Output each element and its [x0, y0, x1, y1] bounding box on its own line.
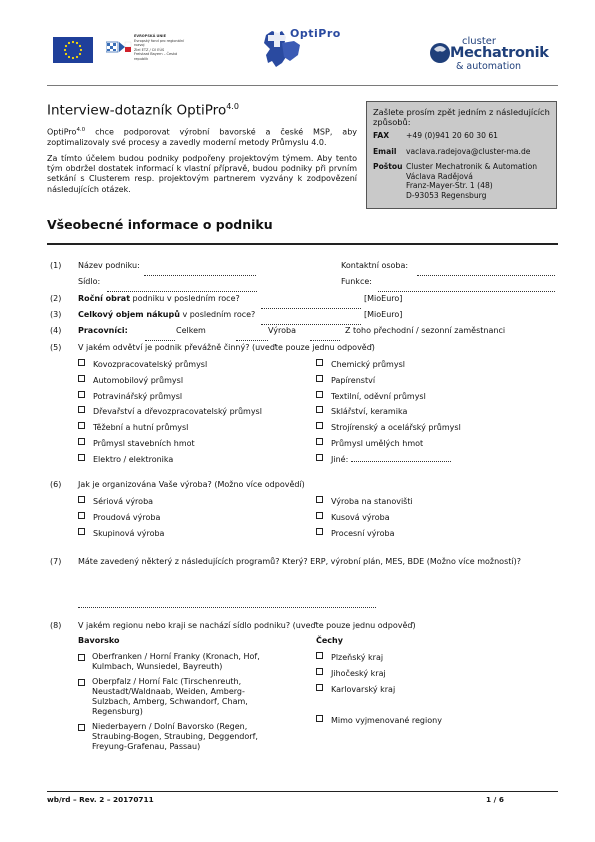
q3-unit: [MioEuro]: [364, 310, 403, 319]
q7-number: (7): [50, 557, 62, 566]
q2-unit: [MioEuro]: [364, 294, 403, 303]
seat-field[interactable]: [107, 284, 257, 292]
programs-field[interactable]: [78, 600, 376, 608]
region-option[interactable]: [316, 668, 386, 679]
industry-option[interactable]: [316, 391, 426, 402]
option-label: Oberpfalz / Horní Falc (Tirschenreuth,: [92, 677, 242, 686]
company-name-field[interactable]: [144, 268, 256, 276]
q2-bold: Roční obrat: [78, 294, 131, 303]
checkbox[interactable]: [78, 512, 85, 519]
production-label: Výroba: [268, 326, 296, 335]
employees-temporary-field[interactable]: [310, 333, 340, 341]
footer-divider: [47, 791, 558, 792]
checkbox[interactable]: [78, 375, 85, 382]
fax-label: FAX: [373, 131, 390, 140]
option-label: Niederbayern / Dolní Bavorsko (Regen,: [92, 722, 248, 731]
checkbox[interactable]: [78, 406, 85, 413]
option-label: Těžební a hutní průmysl: [93, 423, 189, 432]
option-label: Průmysl stavebních hmot: [93, 439, 195, 448]
q3-rest: v posledním roce?: [179, 310, 256, 319]
logo-text-line: Evropský fond pro regionální rozvoj: [134, 38, 185, 48]
logo-text-line: EVROPSKÁ UNIE: [134, 34, 166, 38]
checkbox[interactable]: [78, 422, 85, 429]
option-label: Jihočeský kraj: [331, 669, 386, 678]
industry-option[interactable]: [316, 359, 405, 370]
option-label: Plzeňský kraj: [331, 653, 384, 662]
company-name-label: Název podniku:: [78, 261, 140, 270]
option-label: Mimo vyjmenované regiony: [331, 716, 442, 725]
option-label: Kulmbach, Wunsiedel, Bayreuth): [92, 662, 223, 671]
cluster-mechatronik-logo: [429, 36, 549, 76]
q6-question: Jak je organizována Vaše výroba? (Možno více odpovědí): [78, 480, 305, 489]
production-option[interactable]: [316, 528, 394, 539]
intro-brand-sup: 4.0: [76, 127, 86, 133]
region-option[interactable]: [78, 652, 260, 672]
checkbox[interactable]: [316, 375, 323, 382]
optipro-wordmark: OptiPro: [290, 27, 341, 40]
checkbox[interactable]: [316, 438, 323, 445]
address-line: D-93053 Regensburg: [406, 190, 487, 200]
option-label: Dřevařství a dřevozpracovatelský průmysl: [93, 407, 262, 416]
option-label: Straubing-Bogen, Straubing, Deggendorf,: [92, 732, 258, 741]
email-label: Email: [373, 146, 397, 156]
q5-number: (5): [50, 343, 62, 352]
checkbox[interactable]: [78, 528, 85, 535]
contact-intro: Zašlete prosím zpět jedním z následujících způsobů:: [373, 107, 550, 127]
checkbox[interactable]: [78, 454, 85, 461]
q1-number: (1): [50, 261, 62, 270]
bohemia-heading: Čechy: [316, 636, 343, 645]
checkbox[interactable]: [316, 715, 323, 722]
q6-number: (6): [50, 480, 62, 489]
checkbox[interactable]: [316, 512, 323, 519]
option-label: Papírenství: [331, 376, 376, 385]
intro-text-1: chce podporovat výrobní bavorské a české MSP, aby zoptimalizovaly své procesy a zavedly moderní metody Průmyslu 4.0.: [47, 127, 357, 147]
option-label: Kusová výroba: [331, 513, 390, 522]
checkbox[interactable]: [316, 422, 323, 429]
checkbox[interactable]: [316, 496, 323, 503]
checkbox[interactable]: [78, 679, 85, 686]
option-label: Potravinářský průmysl: [93, 392, 183, 401]
industry-option[interactable]: [78, 359, 207, 370]
logo-mechatronik-text: Mechatronik: [450, 45, 549, 61]
region-option[interactable]: [78, 722, 258, 752]
annual-turnover-field[interactable]: [261, 301, 361, 309]
title-sup: 4.0: [226, 102, 239, 111]
intro-text: [47, 125, 357, 201]
industry-option[interactable]: [78, 422, 188, 433]
industry-option[interactable]: [78, 406, 262, 417]
checkbox[interactable]: [316, 359, 323, 366]
industry-option[interactable]: [316, 375, 375, 386]
intro-paragraph-1: [47, 125, 357, 148]
q5-question: V jakém odvětví je podnik převážně činný? (uveďte pouze jednu odpověď): [78, 343, 375, 352]
purchase-volume-field[interactable]: [261, 317, 361, 325]
q8-question: V jakém regionu nebo kraji se nachází sídlo podniku? (uveďte pouze jednu odpověď): [78, 621, 416, 630]
intro-paragraph-2: Za tímto účelem budou podniky podpořeny projektovým týmem. Aby tento tým obdržel dostatek informací k vlastní přípravě, budou podniky při prvním setkání s Clusterem resp. projektovým partnerem vyzvány k zodpovězení následujících otázek.: [47, 154, 357, 194]
logo-text-line: Freistaat Bayern – Česká republik: [134, 52, 178, 61]
contact-box: [366, 101, 557, 209]
checkbox[interactable]: [316, 406, 323, 413]
option-label: Procesní výroba: [331, 529, 395, 538]
employees-production-field[interactable]: [236, 333, 268, 341]
address-line: Franz-Mayer-Str. 1 (48): [406, 181, 493, 191]
region-option[interactable]: [78, 677, 248, 717]
email-value[interactable]: vaclava.radejova@cluster-ma.de: [406, 146, 531, 156]
option-label: Textilní, oděvní průmysl: [331, 392, 426, 401]
optipro-logo: [262, 27, 352, 71]
option-label: Elektro / elektronika: [93, 455, 174, 464]
option-label: Freyung-Grafenau, Passau): [92, 742, 201, 751]
function-field[interactable]: [378, 284, 555, 292]
industry-option[interactable]: [78, 391, 182, 402]
employees-total-field[interactable]: [145, 333, 175, 341]
q2-number: (2): [50, 294, 62, 303]
option-label: Sulzbach, Amberg, Schwandorf, Cham,: [92, 697, 248, 706]
interreg-logo: [106, 34, 186, 64]
page-title: [47, 102, 239, 119]
total-label: Celkem: [176, 326, 206, 335]
checkbox[interactable]: [316, 652, 323, 659]
region-option[interactable]: [316, 652, 383, 663]
section-divider: [47, 243, 558, 245]
checkbox[interactable]: [78, 654, 85, 661]
option-label: Strojírenský a ocelářský průmysl: [331, 423, 461, 432]
checkbox[interactable]: [78, 391, 85, 398]
option-label: Výroba na stanovišti: [331, 497, 413, 506]
industry-option[interactable]: [316, 438, 423, 449]
checkbox[interactable]: [316, 454, 323, 461]
header-divider: [47, 85, 558, 86]
industry-option[interactable]: [78, 375, 183, 386]
industry-option[interactable]: [78, 438, 195, 449]
industry-option[interactable]: [316, 406, 407, 417]
logo-automation-text: & automation: [456, 61, 522, 72]
option-label: Kovozpracovatelský průmysl: [93, 360, 208, 369]
production-option[interactable]: [78, 512, 160, 523]
bavaria-heading: Bavorsko: [78, 636, 120, 645]
contact-person-field[interactable]: [417, 268, 555, 276]
logo-text-line: Ziel ETZ / Cíl EÚS: [134, 47, 165, 52]
eu-flag-logo: [53, 37, 93, 63]
contact-person-label: Kontaktní osoba:: [341, 261, 409, 270]
option-label: Proudová výroba: [93, 513, 161, 522]
section-title: Všeobecné informace o podniku: [47, 217, 273, 232]
q7-question: Máte zavedený některý z následujících programů? Který? ERP, výrobní plán, MES, BDE (Možno více možností)?: [78, 557, 521, 566]
production-option[interactable]: [316, 512, 390, 523]
region-option-other[interactable]: [316, 715, 442, 726]
post-label: Poštou: [373, 162, 403, 172]
option-label: Automobilový průmysl: [93, 376, 184, 385]
option-label: Karlovarský kraj: [331, 685, 396, 694]
option-label: Sklářství, keramika: [331, 407, 408, 416]
industry-option[interactable]: [78, 454, 173, 465]
title-text: Interview-dotazník OptiPro: [47, 102, 227, 119]
option-label: Jiné:: [331, 455, 349, 464]
region-option[interactable]: [316, 684, 395, 695]
q8-number: (8): [50, 621, 62, 630]
q3-bold: Celkový objem nákupů: [78, 310, 180, 319]
checkbox[interactable]: [316, 528, 323, 535]
temporary-label: Z toho přechodní / sezonní zaměstnanci: [345, 326, 506, 335]
production-option[interactable]: [78, 496, 153, 507]
option-label: Chemický průmysl: [331, 360, 405, 369]
production-option[interactable]: [316, 496, 413, 507]
q3-number: (3): [50, 310, 62, 319]
post-address: [406, 162, 537, 200]
checkbox[interactable]: [316, 684, 323, 691]
q2-rest: podniku v posledním roce?: [130, 294, 240, 303]
production-option[interactable]: [78, 528, 164, 539]
industry-option[interactable]: [316, 422, 461, 433]
footer-revision: wb/rd – Rev. 2 – 20170711: [47, 795, 154, 804]
q4-label: Pracovníci:: [78, 326, 128, 335]
logo-cluster-text: cluster: [462, 36, 497, 47]
seat-label: Sídlo:: [78, 277, 101, 286]
checkbox[interactable]: [78, 438, 85, 445]
option-label: Sériová výroba: [93, 497, 154, 506]
option-label: Průmysl umělých hmot: [331, 439, 424, 448]
page-number: 1 / 6: [486, 795, 504, 804]
other-industry-field[interactable]: [351, 454, 451, 462]
q3-label: [78, 310, 255, 320]
option-label: Regensburg): [92, 707, 143, 716]
checkbox[interactable]: [78, 359, 85, 366]
option-label: Neustadt/Waldnaab, Weiden, Amberg-: [92, 687, 245, 696]
q4-number: (4): [50, 326, 62, 335]
intro-brand: OptiPro: [47, 127, 77, 137]
checkbox[interactable]: [78, 496, 85, 503]
option-label: Oberfranken / Horní Franky (Kronach, Hof,: [92, 652, 260, 661]
q2-label: [78, 294, 240, 304]
checkbox[interactable]: [316, 391, 323, 398]
checkbox[interactable]: [316, 668, 323, 675]
address-line: Václava Radějová: [406, 171, 473, 181]
fax-value: +49 (0)941 20 60 30 61: [406, 131, 498, 140]
option-label: Skupinová výroba: [93, 529, 165, 538]
address-line: Cluster Mechatronik & Automation: [406, 162, 538, 172]
checkbox[interactable]: [78, 724, 85, 731]
function-label: Funkce:: [341, 277, 372, 286]
industry-option-other[interactable]: [316, 454, 451, 465]
